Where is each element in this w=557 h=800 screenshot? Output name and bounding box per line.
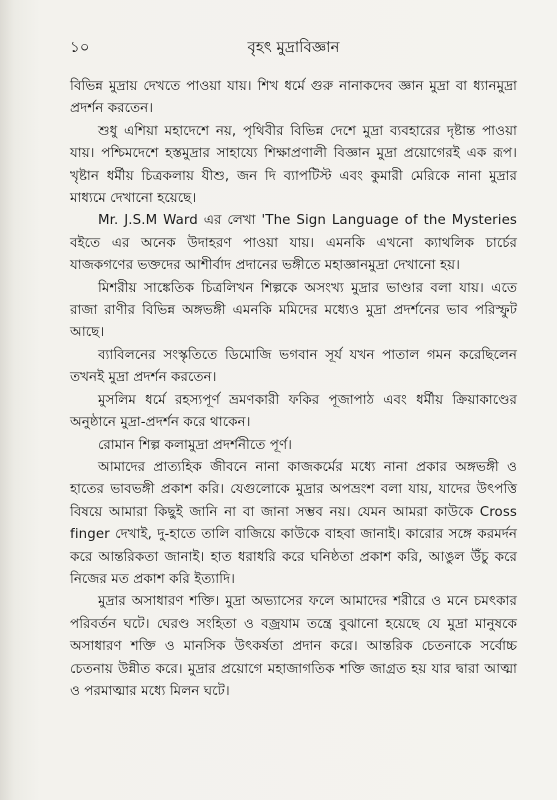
paragraph-continuation: বিভিন্ন মুদ্রায় দেখতে পাওয়া যায়। শিখ ধর্মে গুরু নানাকদেব জ্ঞান মুদ্রা বা ধ্যানমুদ্রা প্রদর্শন করতেন। [70,79,517,117]
paragraph-ward-book: Mr. J.S.M Ward এর লেখা 'The Sign Language of the Mysteries বইতে এর অনেক উদাহরণ পাওয়া যায়। এমনকি এখনো ক্যাথলিক চার্চের যাজকগণের ভক্তদের আশীর্বাদ প্রদানের ভঙ্গীতে মহাজ্ঞানমুদ্রা দেখানো হয়। [70,213,517,274]
paragraph-daily-life: আমাদের প্রাত্যহিক জীবনে নানা কাজকর্মের মধ্যে নানা প্রকার অঙ্গভঙ্গী ও হাতের ভাবভঙ্গী প্রকাশ করি। যেগুলোকে মুদ্রার অপভ্রংশ বলা যায়, যাদের উৎপত্তি বিষয়ে আমারা কিছুই জানি না বা জানা সম্ভব নয়। যেমন আমরা কাউকে Cross finger দেখাই, দু-হাতে তালি বাজিয়ে কাউকে বাহবা জানাই। কারোর সঙ্গে করমর্দন করে আন্তরিকতা জানাই। হাত ধরাধরি করে ঘনিষ্ঠতা প্রকাশ করি, আঙুল উঁচু করে নিজের মত প্রকাশ করি ইত্যাদি। [70,459,517,587]
paragraph-babylonian: ব্যাবিলনের সংস্কৃতিতে ডিমোজি ভগবান সূর্য যখন পাতাল গমন করেছিলেন তখনই মুদ্রা প্রদর্শন করতেন। [70,347,517,386]
paragraph-muslim: মুসলিম ধর্মে রহস্যপূর্ণ ভ্রমণকারী ফকির পূজাপাঠ এবং ধর্মীয় ক্রিয়াকাণ্ডের অনুষ্ঠানে মুদ্রা-প্রদর্শন করে থাকেন। [70,392,517,431]
paragraph-egyptian: মিশরীয় সাঙ্কেতিক চিত্রলিখন শিল্পকে অসংখ্য মুদ্রার ভাণ্ডার বলা যায়। এতে রাজা রাণীর বিভিন্ন অঙ্গভঙ্গী এমনকি মমিদের মধ্যেও মুদ্রা প্রদর্শনের ভাব পরিস্ফুট আছে। [70,280,517,341]
paragraph-roman: রোমান শিল্প কলামুদ্রা প্রদর্শনীতে পূর্ণ। [98,437,293,453]
paragraph-mudra-power: মুদ্রার অসাধারণ শক্তি। মুদ্রা অভ্যাসের ফলে আমাদের শরীরে ও মনে চমৎকার পরিবর্তন ঘটে। ঘেরণ্ড সংহিতা ও বজ্রযাম তন্ত্রে বুঝানো হয়েছে যে মুদ্রা মানুষকে অসাধারণ শক্তি ও মানসিক উৎকর্ষতা প্রদান করে। আন্তরিক চেতনাকে সর্বোচ্চ চেতনায় উন্নীত করে। মুদ্রার প্রয়োগে মহাজাগতিক শক্তি জাগ্রত হয় যার দ্বারা আত্মা ও পরমাত্মার মধ্যে মিলন ঘটে। [70,594,517,699]
page-number: ১০ [70,38,90,56]
running-title: বৃহৎ মুদ্রাবিজ্ঞান [247,38,340,56]
page-header [70,36,517,64]
paragraph-world-usage: শুধু এশিয়া মহাদেশে নয়, পৃথিবীর বিভিন্ন দেশে মুদ্রা ব্যবহারের দৃষ্টান্ত পাওয়া যায়। পশ্চিমদেশে হস্তমুদ্রার সাহায্যে শিক্ষাপ্রণালী বিজ্ঞান মুদ্রা প্রয়োগেরই এক রূপ। খৃষ্টান ধর্মীয় চিত্রকলায় যীশু, জন দি ব্যাপটিস্ট এবং কুমারী মেরিকে নানা মুদ্রার মাধ্যমে দেখানো হয়েছে। [70,123,517,207]
body-text [70,76,517,703]
